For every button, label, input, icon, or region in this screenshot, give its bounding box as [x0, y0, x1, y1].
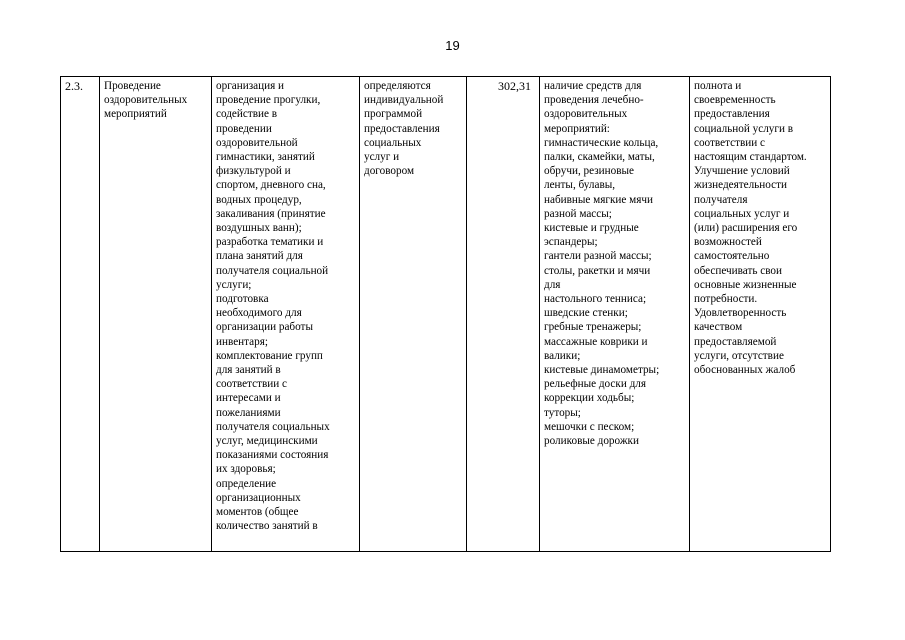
service-standard-table — [60, 76, 831, 552]
text-line: программой — [364, 108, 423, 121]
text-line: для — [544, 278, 561, 291]
text-line: (или) расширения его — [694, 222, 798, 235]
text-line: мешочки с песком; — [544, 420, 635, 433]
text-line: услуг и — [364, 151, 400, 164]
row-number-cell — [61, 77, 100, 552]
service-terms-cell — [360, 77, 467, 552]
text-line: предоставления — [364, 122, 440, 135]
text-line: ленты, булавы, — [544, 179, 616, 192]
text-line: организации работы — [216, 321, 313, 334]
price-value: 302,31 — [498, 79, 531, 93]
text-line: пожеланиями — [216, 406, 281, 419]
text-line: услуги, отсутствие — [694, 349, 784, 362]
price-cell — [467, 77, 540, 552]
text-line: туторы; — [544, 406, 581, 419]
text-line: социальных — [364, 136, 422, 149]
text-line: подготовка — [216, 293, 269, 306]
text-line: определяются — [364, 80, 431, 92]
text-line: набивные мягкие мячи — [544, 193, 654, 206]
text-line: валики; — [544, 349, 581, 362]
text-line: услуг, медицинскими — [216, 435, 318, 448]
text-line: массажные коврики и — [544, 335, 648, 348]
text-line: комплектование групп — [216, 349, 323, 362]
text-line: самостоятельно — [694, 250, 770, 263]
text-line: показаниями состояния — [216, 449, 329, 462]
text-line: Улучшение условий — [694, 165, 790, 178]
service-name-cell — [100, 77, 212, 552]
service-content-cell — [212, 77, 360, 552]
text-line: предоставляемой — [694, 335, 777, 348]
text-line: определение — [216, 477, 277, 490]
text-line: наличие средств для — [544, 80, 642, 92]
text-line: социальных услуг и — [694, 207, 790, 220]
text-line: разной массы; — [544, 207, 612, 220]
text-line: инвентаря; — [216, 335, 268, 348]
text-line: организация и — [216, 80, 285, 92]
text-line: столы, ракетки и мячи — [544, 264, 651, 277]
text-line: своевременность — [694, 94, 776, 107]
text-line: палки, скамейки, маты, — [544, 151, 655, 164]
text-line: гребные тренажеры; — [544, 321, 642, 334]
text-line: кистевые и грудные — [544, 222, 639, 235]
text-line: полнота и — [694, 80, 742, 92]
text-line: Удовлетворенность — [694, 307, 787, 320]
page-number: 19 — [445, 38, 460, 53]
text-line: количество занятий в — [216, 520, 318, 533]
text-line: моментов (общее — [216, 506, 299, 519]
text-line: проведении — [216, 122, 272, 135]
text-line: проведение прогулки, — [216, 94, 321, 107]
table-row — [61, 77, 831, 552]
text-line: соответствии с — [216, 378, 287, 391]
text-line: роликовые дорожки — [544, 435, 639, 448]
text-line: организационных — [216, 491, 301, 504]
text-line: гимнастические кольца, — [544, 136, 659, 149]
text-line: Проведение — [104, 80, 161, 92]
text-line: эспандеры; — [544, 236, 598, 249]
text-line: гантели разной массы; — [544, 250, 652, 263]
text-line: гимнастики, занятий — [216, 151, 315, 164]
text-line: закаливания (принятие — [216, 207, 326, 220]
text-line: оздоровительных — [104, 94, 188, 107]
text-line: получателя социальной — [216, 264, 329, 277]
text-line: социальной услуги в — [694, 122, 794, 135]
text-line: получателя — [694, 193, 748, 206]
text-line: содействие в — [216, 108, 278, 121]
text-line: плана занятий для — [216, 250, 303, 263]
quality-indicators-cell — [690, 77, 831, 552]
text-line: оздоровительной — [216, 136, 298, 149]
text-line: потребности. — [694, 293, 758, 306]
text-line: предоставления — [694, 108, 770, 121]
text-line: шведские стенки; — [544, 307, 628, 320]
text-line: для занятий в — [216, 364, 281, 377]
text-line: интересами и — [216, 392, 281, 405]
text-line: основные жизненные — [694, 278, 797, 291]
text-line: обоснованных жалоб — [694, 364, 796, 377]
text-line: качеством — [694, 321, 743, 334]
text-line: обручи, резиновые — [544, 165, 634, 178]
conditions-cell — [540, 77, 690, 552]
text-line: водных процедур, — [216, 193, 302, 206]
text-line: жизнедеятельности — [694, 179, 787, 192]
text-line: проведения лечебно- — [544, 94, 644, 107]
text-line: индивидуальной — [364, 94, 444, 107]
text-line: мероприятий — [104, 108, 167, 121]
text-line: физкультурой и — [216, 165, 291, 178]
text-line: мероприятий: — [544, 122, 610, 135]
text-line: необходимого для — [216, 307, 302, 320]
text-line: рельефные доски для — [544, 378, 647, 391]
text-line: услуги; — [216, 278, 252, 291]
text-line: обеспечивать свои — [694, 264, 782, 277]
text-line: спортом, дневного сна, — [216, 179, 326, 192]
text-line: настольного тенниса; — [544, 293, 647, 306]
text-line: оздоровительных — [544, 108, 628, 121]
row-number: 2.3. — [65, 79, 83, 93]
text-line: получателя социальных — [216, 420, 330, 433]
text-line: коррекции ходьбы; — [544, 392, 635, 405]
text-line: воздушных ванн); — [216, 222, 302, 235]
text-line: договором — [364, 165, 415, 178]
text-line: их здоровья; — [216, 463, 276, 476]
text-line: соответствии с — [694, 136, 765, 149]
text-line: кистевые динамометры; — [544, 364, 660, 377]
text-line: разработка тематики и — [216, 236, 324, 249]
text-line: настоящим стандартом. — [694, 151, 807, 164]
text-line: возможностей — [694, 236, 762, 249]
